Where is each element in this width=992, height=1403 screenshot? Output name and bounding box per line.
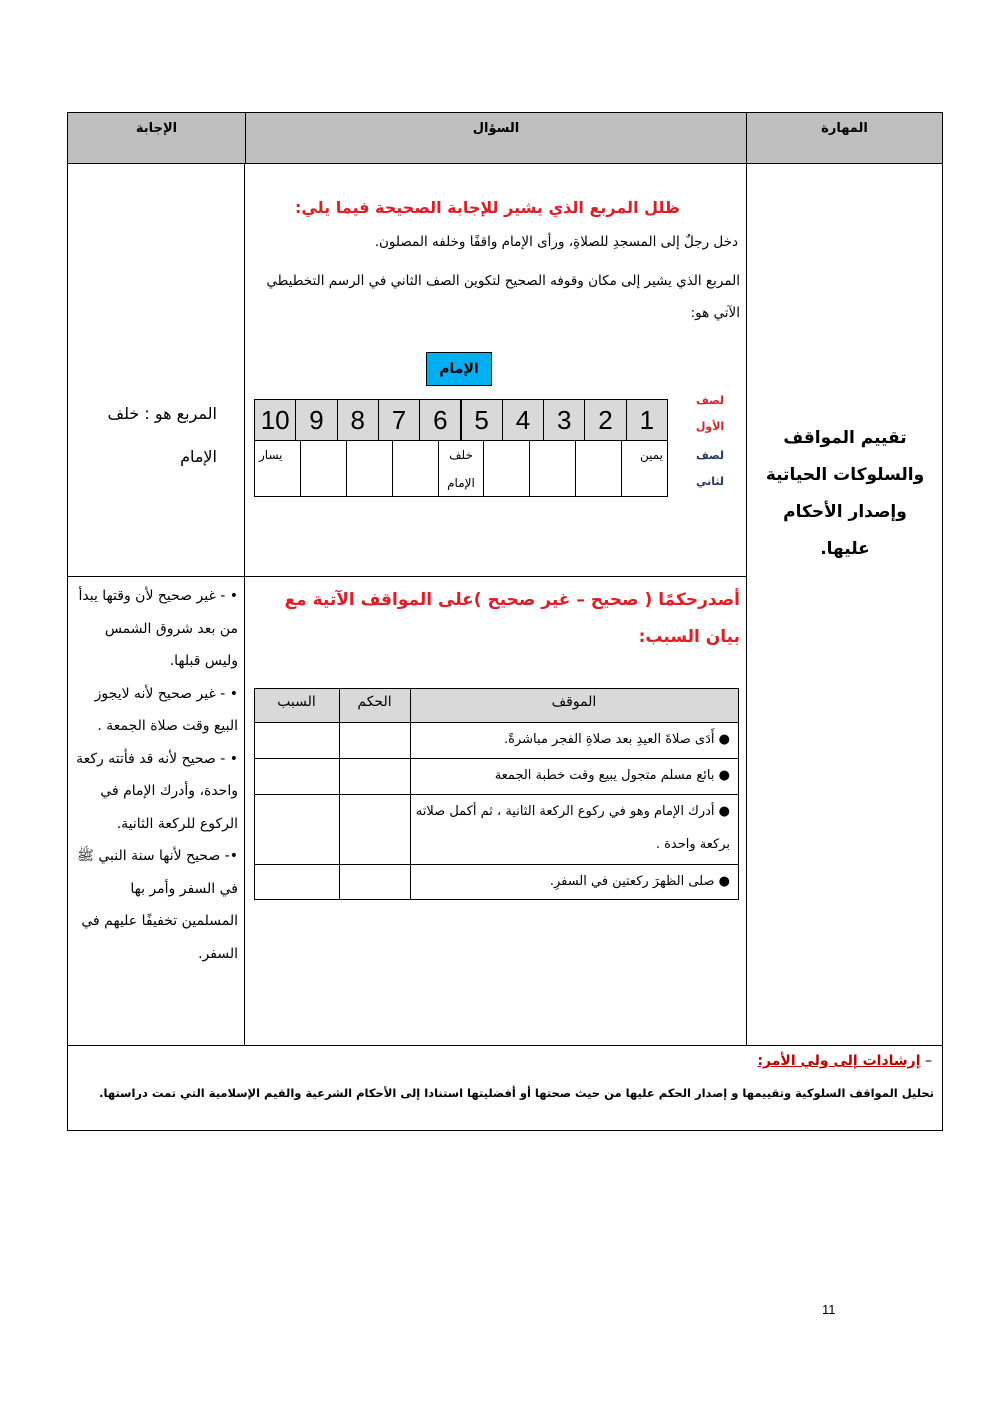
front-row-square-3[interactable]: 3 <box>543 399 585 441</box>
q1-answer: المربع هو : خلف الإمام <box>107 404 217 466</box>
answer-item: •- صحيح لأنها سنة النبي ﷺ في السفر وأمر بها المسلمين تخفيفًا عليهم في السفر. <box>77 848 238 962</box>
divider <box>746 163 747 1045</box>
square-label: خلف الإمام <box>447 448 475 490</box>
first-row-label: لصف الأول <box>695 394 725 433</box>
second-row-label: لصف لثاني <box>695 449 725 488</box>
second-row-square[interactable] <box>392 440 439 497</box>
front-row-square-5[interactable]: 5 <box>461 399 503 441</box>
divider <box>244 163 245 1045</box>
col-reason: السبب <box>277 694 316 710</box>
table-row: ● صلى الظهرَ ركعتين في السفرِ. <box>549 874 730 889</box>
table-row: ● أدرك الإمام وهو في ركوع الركعة الثانية ، ثم أكمل صلاته بركعة واحدة . <box>415 804 730 852</box>
skill-text: تقييم المواقف والسلوكات الحياتية وإصدار الأحكام عليها. <box>765 428 925 559</box>
front-row-square-2[interactable]: 2 <box>584 399 626 441</box>
second-row-square[interactable] <box>300 440 347 497</box>
second-row-square[interactable] <box>575 440 622 497</box>
q2-title: أصدرحكمًا ( صحيح – غير صحيح )على المواقف الآتية مع بيان السبب: <box>284 590 740 647</box>
col-ruling: الحكم <box>357 694 392 710</box>
front-row-square-10[interactable]: 10 <box>254 399 296 441</box>
divider <box>67 576 747 577</box>
front-row-square-9[interactable]: 9 <box>295 399 337 441</box>
answer-item: • - غير صحيح لأنه لايجوز البيع وقت صلاة الجمعة . <box>94 685 238 734</box>
front-row-square-4[interactable]: 4 <box>502 399 544 441</box>
second-row-square[interactable] <box>483 440 530 497</box>
footer-heading <box>600 1053 932 1069</box>
q2-answers <box>76 580 238 970</box>
q1-title: ظلل المربع الذي يشير للإجابة الصحيحة فيما يلي: <box>295 198 680 217</box>
divider <box>67 1045 943 1046</box>
q1-line2: المربع الذي يشير إلى مكان وقوفه الصحيح لتكوين الصف الثاني في الرسم التخطيطي الآتي هو: <box>266 273 740 321</box>
square-label: يمين <box>639 448 663 462</box>
second-row-square[interactable] <box>529 440 576 497</box>
table-row: ● بائع مسلم متجول يبيع وقت خطبة الجمعة <box>494 768 730 783</box>
answer-item: • - غير صحيح لأن وقتها يبدأ من بعد شروق الشمس وليس قبلها. <box>78 588 238 669</box>
square-label: يسار <box>259 448 283 462</box>
footer-text: تحليل المواقف السلوكية وتقييمها و إصدار الحكم عليها من حيث صحتها أو أفضليتها استنادا إلى الأحكام الشرعية والقيم الإسلامية التي تمت دراستها. <box>99 1086 934 1100</box>
second-row-square[interactable] <box>346 440 393 497</box>
col-situation: الموقف <box>551 694 597 710</box>
table-row: ● أَدَى صلاةَ العيدِ بعد صلاةِ الفجر مباشرةً. <box>504 732 730 747</box>
front-row-square-1[interactable]: 1 <box>626 399 668 441</box>
q1-line1: دخل رجلٌ إلى المسجدِ للصلاةِ، ورأى الإمام واقفًا وخلفه المصلون. <box>374 234 738 250</box>
header-question: السؤال <box>245 113 747 163</box>
header-skill: المهارة <box>747 113 942 163</box>
right-square[interactable] <box>621 440 668 497</box>
footer-title: إرشادات إلى ولي الأمر: <box>757 1053 921 1069</box>
answer-item: • - صحيح لأنه قد فأتته ركعة واحدة، وأدرك الإمام في الركوع للركعة الثانية. <box>76 750 238 832</box>
behind-imam-square[interactable] <box>438 440 485 497</box>
front-row-square-7[interactable]: 7 <box>378 399 420 441</box>
left-square[interactable] <box>254 440 301 497</box>
divider <box>67 163 943 164</box>
header-answer: الإجابة <box>68 113 245 163</box>
page-number: 11 <box>822 1302 836 1317</box>
imam-box: الإمام <box>426 352 492 386</box>
front-row-square-8[interactable]: 8 <box>337 399 379 441</box>
footer-dash: – <box>925 1053 932 1069</box>
front-row-square-6[interactable]: 6 <box>419 399 461 441</box>
